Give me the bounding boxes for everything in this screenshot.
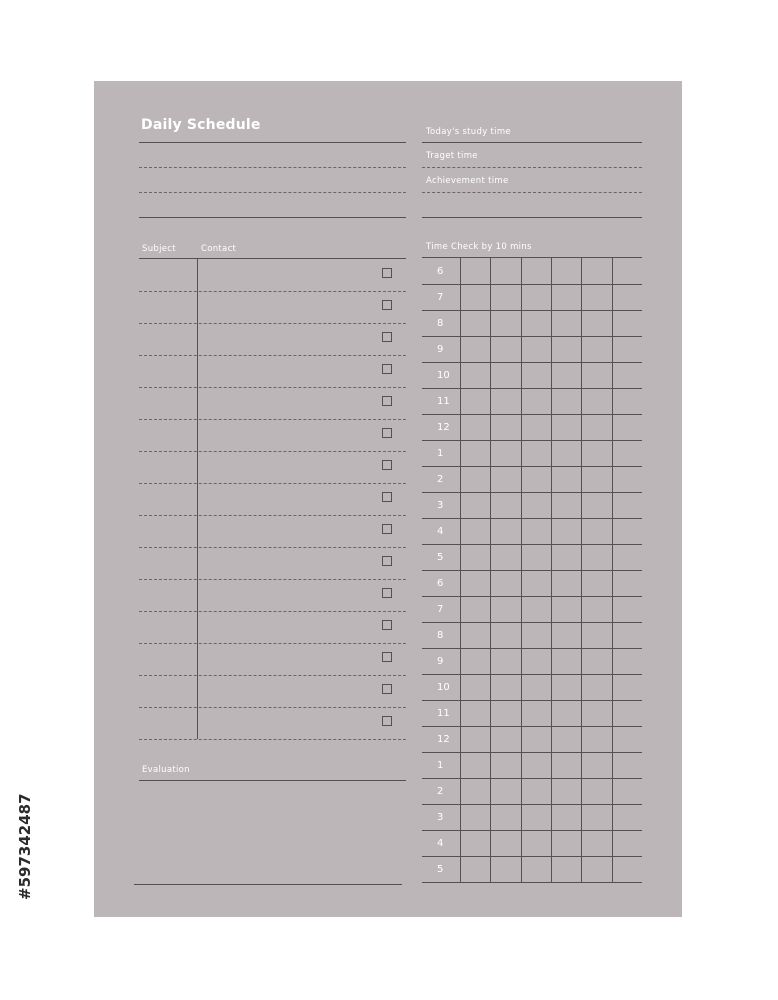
- task-checkbox[interactable]: [382, 300, 392, 310]
- task-checkbox[interactable]: [382, 588, 392, 598]
- time-column-line: [460, 258, 461, 882]
- title-underline: [139, 142, 406, 143]
- hour-label: 7: [437, 292, 444, 303]
- hour-label: 11: [437, 396, 450, 407]
- task-row-separator: [139, 387, 406, 388]
- study-box-bottom-line: [422, 217, 642, 218]
- task-row-separator: [139, 419, 406, 420]
- time-row-line: [422, 622, 642, 623]
- study-time-label: Today's study time: [426, 127, 511, 137]
- hour-label: 12: [437, 422, 450, 433]
- evaluation-label: Evaluation: [142, 765, 190, 775]
- task-checkbox[interactable]: [382, 332, 392, 342]
- page-title: Daily Schedule: [141, 117, 261, 133]
- target-time-label: Traget time: [426, 151, 478, 161]
- task-checkbox[interactable]: [382, 492, 392, 502]
- task-row-separator: [139, 611, 406, 612]
- task-checkbox[interactable]: [382, 652, 392, 662]
- task-row-separator: [139, 451, 406, 452]
- hour-label: 4: [437, 838, 444, 849]
- time-row-line: [422, 648, 642, 649]
- time-row-line: [422, 414, 642, 415]
- time-column-line: [521, 258, 522, 882]
- time-row-line: [422, 674, 642, 675]
- hour-label: 9: [437, 344, 444, 355]
- time-row-line: [422, 596, 642, 597]
- task-row-separator: [139, 707, 406, 708]
- time-row-line: [422, 778, 642, 779]
- hour-label: 2: [437, 786, 444, 797]
- stock-watermark-id: #597342487: [16, 793, 34, 900]
- task-row-separator: [139, 579, 406, 580]
- time-row-line: [422, 570, 642, 571]
- hour-label: 6: [437, 578, 444, 589]
- time-row-line: [422, 518, 642, 519]
- target-time-line: [422, 167, 642, 168]
- subject-column-header: Subject: [142, 244, 176, 254]
- time-row-line: [422, 440, 642, 441]
- evaluation-top-line: [139, 780, 406, 781]
- task-checkbox[interactable]: [382, 716, 392, 726]
- hour-label: 6: [437, 266, 444, 277]
- time-row-line: [422, 726, 642, 727]
- time-row-line: [422, 388, 642, 389]
- time-row-line: [422, 310, 642, 311]
- time-row-line: [422, 544, 642, 545]
- task-checkbox[interactable]: [382, 396, 392, 406]
- hour-label: 12: [437, 734, 450, 745]
- time-row-line: [422, 336, 642, 337]
- task-row-separator: [139, 739, 406, 740]
- time-column-line: [490, 258, 491, 882]
- hour-label: 3: [437, 812, 444, 823]
- task-row-separator: [139, 547, 406, 548]
- hour-label: 2: [437, 474, 444, 485]
- notes-line: [139, 192, 406, 193]
- time-check-header: Time Check by 10 mins: [426, 242, 532, 252]
- time-row-line: [422, 856, 642, 857]
- time-column-line: [581, 258, 582, 882]
- notes-line: [139, 167, 406, 168]
- task-checkbox[interactable]: [382, 268, 392, 278]
- task-checkbox[interactable]: [382, 620, 392, 630]
- hour-label: 1: [437, 760, 444, 771]
- hour-label: 1: [437, 448, 444, 459]
- task-table-header-line: [139, 258, 406, 259]
- hour-label: 5: [437, 864, 444, 875]
- hour-label: 8: [437, 630, 444, 641]
- task-checkbox[interactable]: [382, 556, 392, 566]
- hour-label: 7: [437, 604, 444, 615]
- time-row-line: [422, 752, 642, 753]
- task-row-separator: [139, 643, 406, 644]
- time-row-line: [422, 804, 642, 805]
- task-checkbox[interactable]: [382, 364, 392, 374]
- hour-label: 11: [437, 708, 450, 719]
- task-row-separator: [139, 515, 406, 516]
- hour-label: 10: [437, 370, 450, 381]
- task-checkbox[interactable]: [382, 428, 392, 438]
- task-row-separator: [139, 675, 406, 676]
- achievement-time-line: [422, 192, 642, 193]
- planner-sheet: [94, 81, 682, 917]
- hour-label: 10: [437, 682, 450, 693]
- task-checkbox[interactable]: [382, 524, 392, 534]
- time-row-line: [422, 830, 642, 831]
- time-row-line: [422, 362, 642, 363]
- task-row-separator: [139, 323, 406, 324]
- hour-label: 8: [437, 318, 444, 329]
- study-time-line: [422, 142, 642, 143]
- time-column-line: [612, 258, 613, 882]
- task-table-divider: [197, 259, 198, 739]
- task-row-separator: [139, 291, 406, 292]
- time-row-line: [422, 882, 642, 883]
- time-row-line: [422, 700, 642, 701]
- hour-label: 9: [437, 656, 444, 667]
- task-row-separator: [139, 483, 406, 484]
- evaluation-bottom-line: [134, 884, 402, 885]
- notes-line: [139, 217, 406, 218]
- time-column-line: [551, 258, 552, 882]
- time-row-line: [422, 466, 642, 467]
- achievement-time-label: Achievement time: [426, 176, 509, 186]
- hour-label: 4: [437, 526, 444, 537]
- time-row-line: [422, 492, 642, 493]
- hour-label: 3: [437, 500, 444, 511]
- task-checkbox[interactable]: [382, 684, 392, 694]
- contact-column-header: Contact: [201, 244, 237, 254]
- task-row-separator: [139, 355, 406, 356]
- time-check-header-line: [422, 257, 642, 258]
- stock-watermark: [10, 760, 36, 900]
- hour-label: 5: [437, 552, 444, 563]
- time-row-line: [422, 284, 642, 285]
- task-checkbox[interactable]: [382, 460, 392, 470]
